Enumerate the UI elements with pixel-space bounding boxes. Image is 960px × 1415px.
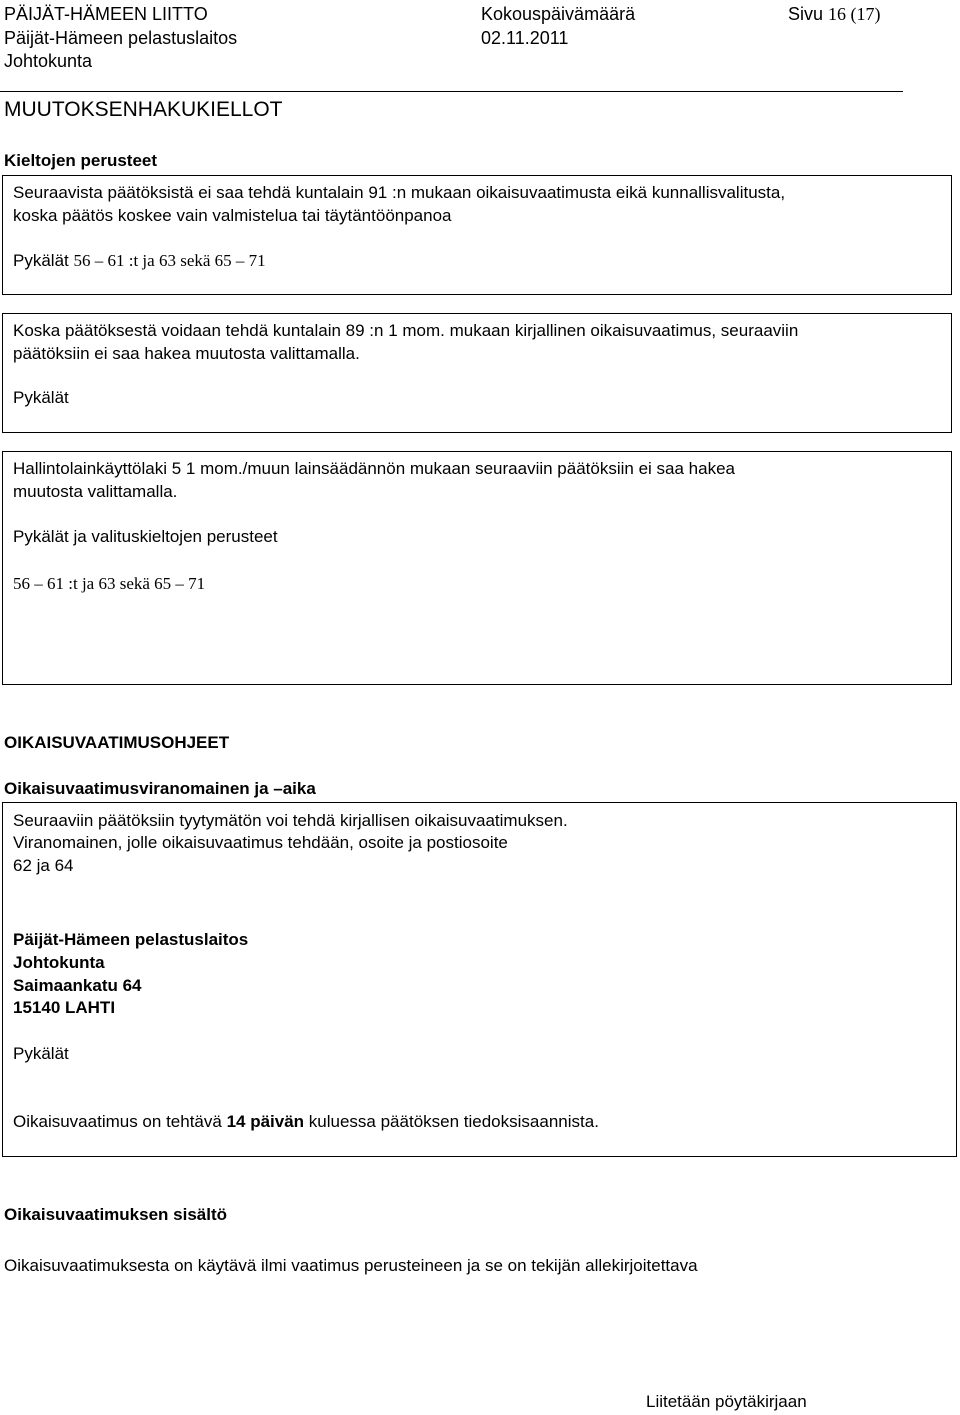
box3-pykalat-value: 56 – 61 :t ja 63 sekä 65 – 71 (13, 574, 206, 593)
address-line3: Saimaankatu 64 (13, 976, 142, 995)
address-line2: Johtokunta (13, 953, 105, 972)
ohjeet-heading: OIKAISUVAATIMUSOHJEET (4, 733, 230, 752)
box3-pykalat-label: Pykälät ja valituskieltojen perusteet (13, 527, 278, 546)
deadline-pre: Oikaisuvaatimus on tehtävä (13, 1112, 227, 1131)
box1-line1: Seuraavista päätöksistä ei saa tehdä kuntalain 91 :n mukaan oikaisuvaatimusta eikä kunnallisvalitusta, (13, 183, 786, 202)
header-suborg: Päijät-Hämeen pelastuslaitos (4, 28, 238, 48)
box2-line1: Koska päätöksestä voidaan tehdä kuntalain 89 :n 1 mom. mukaan kirjallinen oikaisuvaatimus, seuraaviin (13, 321, 799, 340)
sisalto-heading: Oikaisuvaatimuksen sisältö (4, 1205, 227, 1224)
sisalto-text: Oikaisuvaatimuksesta on käytävä ilmi vaatimus perusteineen ja se on tekijän allekirjoitettava (4, 1256, 698, 1275)
header-body: Johtokunta (4, 51, 93, 71)
address-line4: 15140 LAHTI (13, 998, 116, 1017)
kiellot-box-2 (2, 313, 952, 433)
ohjeet-pykalat-label: Pykälät (13, 1044, 69, 1063)
ohjeet-subheading: Oikaisuvaatimusviranomainen ja –aika (4, 779, 316, 798)
footer-note: Liitetään pöytäkirjaan (646, 1392, 807, 1411)
box1-line2: koska päätös koskee vain valmistelua tai täytäntöönpanoa (13, 206, 452, 225)
box1-pykalat-value: 56 – 61 :t ja 63 sekä 65 – 71 (73, 251, 266, 270)
header-page (788, 3, 881, 25)
ohjeet-line3: 62 ja 64 (13, 856, 74, 875)
box2-pykalat-label: Pykälät (13, 388, 69, 407)
box3-line2: muutosta valittamalla. (13, 482, 178, 501)
box1-pykalat (13, 250, 266, 272)
header-org: PÄIJÄT-HÄMEEN LIITTO (4, 4, 208, 24)
kiellot-box-3 (2, 451, 952, 685)
box3-line1: Hallintolainkäyttölaki 5 1 mom./muun lainsäädännön mukaan seuraaviin päätöksiin ei saa hakea (13, 459, 735, 478)
box1-pykalat-label: Pykälät (13, 251, 69, 270)
deadline-bold: 14 päivän (226, 1112, 305, 1131)
deadline-post: kuluessa päätöksen tiedoksisaannista. (304, 1112, 599, 1131)
kiellot-box-1 (2, 175, 952, 295)
ohjeet-box (2, 802, 957, 1157)
ohjeet-line2: Viranomainen, jolle oikaisuvaatimus tehdään, osoite ja postiosoite (13, 833, 508, 852)
ohjeet-deadline (13, 1111, 599, 1133)
box2-line2: päätöksiin ei saa hakea muutosta valittamalla. (13, 344, 360, 363)
address-line1: Päijät-Hämeen pelastuslaitos (13, 930, 249, 949)
page-title: MUUTOKSENHAKUKIELLOT (4, 98, 283, 121)
header-page-word: Sivu (788, 4, 824, 24)
kiellot-heading: Kieltojen perusteet (4, 151, 158, 170)
header-date-label: Kokouspäivämäärä (481, 4, 636, 24)
header-divider (0, 91, 903, 92)
ohjeet-line1: Seuraaviin päätöksiin tyytymätön voi tehdä kirjallisen oikaisuvaatimuksen. (13, 811, 568, 830)
header-page-number: 16 (17) (828, 4, 881, 24)
header-date: 02.11.2011 (481, 28, 569, 48)
